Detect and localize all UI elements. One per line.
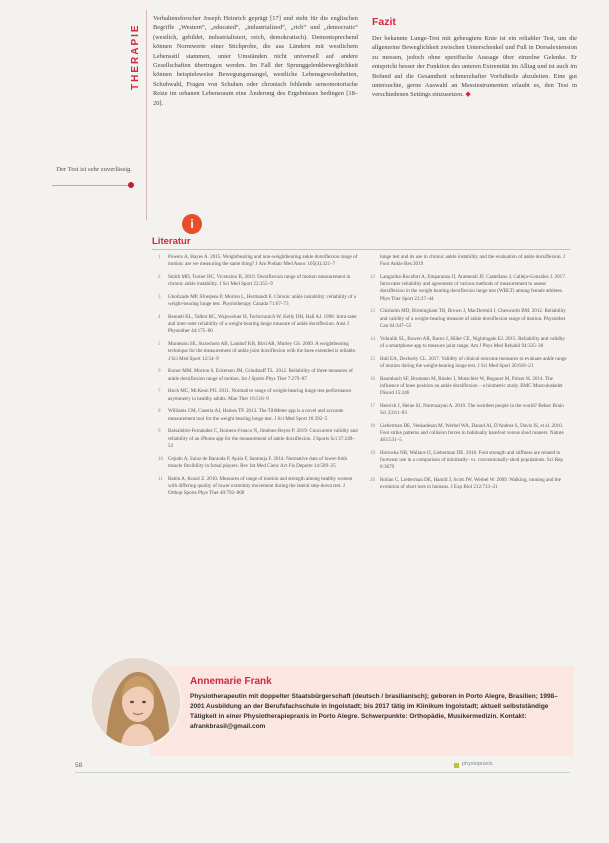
fazit-title: Fazit xyxy=(372,16,396,28)
page-number: 58 xyxy=(75,762,83,769)
reference-number: 12 xyxy=(370,274,376,280)
reference-item xyxy=(370,477,570,491)
reference-item xyxy=(370,336,570,350)
author-portrait-icon xyxy=(92,658,182,748)
journal-logo-icon xyxy=(454,763,459,768)
reference-item xyxy=(158,388,358,402)
reference-text: Vohralik SL, Bowen AR, Burns J, Hiller CE, Nightingale EJ. 2015. Reliability and validity of a smartphone app to measure joint range. Am J Phys Med Rehabil 94:325–30 xyxy=(380,335,566,349)
reference-text: Williams CM, Caserta AJ, Haines TP. 2013. The TiltMeter app is a novel and accurate measurement tool for the weight bearing lunge test. J Sci Med Sport 16:392–5 xyxy=(168,408,344,422)
reference-text: Bennell KL, Talbot RC, Wajswelner H, Techovanich W, Kelly DH, Hall AJ. 1998. Intra-rater and inter-rater reliability of a weight-bearing lunge measure of ankle dorsiflexion. Aust J Physiother 44:175–80 xyxy=(168,314,358,335)
reference-item xyxy=(370,274,570,303)
reference-number: 8 xyxy=(158,408,161,415)
reference-number: 15 xyxy=(370,355,376,362)
reference-item xyxy=(158,368,358,382)
reference-item xyxy=(370,423,570,445)
reference-item xyxy=(158,476,358,498)
reference-number: 10 xyxy=(158,455,164,462)
reference-text: Powers A, Hayes A. 2015. Weightbearing and non-weightbearing ankle dorsiflexion range of motion: are we measuring the same thing? J Am Podiatr Med Assoc 105(4):321–7 xyxy=(168,254,358,268)
reference-item xyxy=(158,254,358,268)
reference-item xyxy=(158,274,358,288)
reference-item xyxy=(158,294,358,308)
fazit-body: Der bekannte Lunge-Test mit gebeugtem Knie ist ein reliabler Test, um die allgemeine Beweglichkeit zwischen Unterschenkel und Fuß in Dorsalextension zu messen, jedoch ohne spezifische Aussage über einzelne Gelenke. Er entspricht besser der Funktion des unteren Extremität im Alltag und ist auch im Befund auf die Gesamtheit schmerzhafter Vorfußteile abzuleiten. Eine gut untersuchte, gerne Auswahl an Messinstrumenten erlaubt es, den Test in verschiedenen Settings einzusetzen. xyxy=(372,35,577,99)
reference-item xyxy=(158,456,358,470)
reference-number: 19 xyxy=(370,450,376,457)
margin-marker-dot xyxy=(128,182,134,188)
reference-text: Cejudo A, Sainz de Baranda P, Ayala F, Santonja F. 2014. Normative data of lower-limb muscle flexibility in futsal players. Rev Int Med Cienc Act Fis Deporte 14:509–25 xyxy=(168,455,347,469)
margin-note-rule xyxy=(52,185,132,186)
reference-number: 3 xyxy=(158,294,161,300)
reference-number: 18 xyxy=(370,422,376,429)
reference-number: 9 xyxy=(158,428,161,435)
reference-text: Gholizade MP, Sfoetjens P, Morren L, Hermandt E. Chronic ankle instability: reliability of a weight-bearing lunge test. Physiotherapy Canada 71:67–73 xyxy=(168,294,357,308)
journal-name: physiopraxis xyxy=(462,761,493,767)
reference-number: 17 xyxy=(370,402,376,409)
reference-item xyxy=(370,450,570,472)
reference-text: Rabin A, Kozol Z. 2010. Measures of range of motion and strength among healthy women with differing quality of lower extremity movement during the lateral step-down test. J Orthop Sports Phys Ther 40:792–800 xyxy=(168,475,353,497)
author-photo xyxy=(90,656,182,748)
reference-text: Smith MD, Turner HC, Vicenzino B, 2019. Dorsiflexion range of motion measurement in chronic ankle instability. J Sci Med Sport 22:355–9 xyxy=(168,274,351,288)
reference-number: 2 xyxy=(158,274,161,280)
margin-note: Der Test ist sehr zuverlässig. xyxy=(56,166,132,173)
author-bio: Physiotherapeutin mit doppelter Staatsbürgerschaft (deutsch / brasilianisch); geboren in Porto Alegre, Brasilien; 1998–2001 Ausbildung an der Berufsfachschule in Ingolstadt; bis 2017 tätig im Klinikum Ingolstadt; aktuell selbstständige Tätigkeit in einer Physiotherapiepraxis in Porto Alegre. Schwerpunkte: Orthopädie, Musikermedizin. Kontakt: afrankbrasil@gmail.com xyxy=(190,693,558,730)
reference-continuation: lunge test and its use in chronic ankle instability and the evaluation of ankle dorsiflexion. J Foot Ankle Res 2019 xyxy=(380,254,566,268)
reference-item xyxy=(158,314,358,336)
literature-left-column xyxy=(158,254,358,503)
reference-number: 16 xyxy=(370,375,376,382)
reference-item xyxy=(158,408,358,422)
reference-text: Munteanu SE, Strawhorn AB, Landorf KB, Bird AR, Murley GS. 2009. A weightbearing technique for the measurement of ankle joint dorsiflexion with the knee extended is reliable. J Sci Med Sport 12:54–9 xyxy=(168,341,357,362)
section-tag: THERAPIE xyxy=(130,23,141,91)
reference-text: Lieberman DE, Venkadesan M, Werbel WA, Daoud AI, D'Andrea S, Davis IS, et al. 2010. Foot strike patterns and collision forces in habitually barefoot versus shod runners. Nature 463:531–5 xyxy=(380,422,564,444)
end-mark-icon: ◆ xyxy=(465,90,471,99)
author-name: Annemarie Frank xyxy=(190,676,272,687)
reference-text: Baumbach SF, Brumann M, Binder J, Mutschler W, Regauer M, Polzer H. 2014. The influence of knee position on ankle dorsiflexion – a biometric study. BMC Musculoskelet Disord 15:246 xyxy=(380,375,563,397)
reference-text: Henrich J, Heine SJ, Norenzayan A. 2010. The weirdest people in the world? Behav Brain Sci 33:61–83 xyxy=(380,402,564,417)
reference-number: 11 xyxy=(158,475,163,482)
reference-text: Konor MM, Morton S, Eckerson JM, Grindstaff TL. 2012. Reliability of three measures of ankle dorsiflexion range of motion. Int J Sports Phys Ther 7:279–87 xyxy=(168,368,353,382)
fazit-box xyxy=(372,16,577,100)
reference-text: Hoch MC, McKeon PO. 2011. Normative range of weight-bearing lunge test performance asymmetry in healthy adults. Man Ther 16:516–9 xyxy=(168,388,352,402)
reference-text: Chisholm MD, Birmingham TB, Brown J, MacDermid J, Chesworth BM. 2012. Reliability and validity of a weight-bearing measure of ankle dorsiflexion range of motion. Physiother Can 64:347–55 xyxy=(380,308,566,329)
reference-item xyxy=(370,403,570,417)
reference-text: Holowka NB, Wallace IJ, Lieberman DE. 2018. Foot strength and stiffness are related to footwear use in a comparison of minimally- vs. conventionally-shod populations. Sci Rep 8:3679 xyxy=(380,450,563,471)
info-icon: i xyxy=(182,214,202,234)
reference-number: 13 xyxy=(370,308,376,315)
fazit-text xyxy=(372,34,577,100)
literature-divider xyxy=(152,249,570,250)
reference-number: 4 xyxy=(158,314,161,320)
reference-number: 1 xyxy=(158,254,161,260)
reference-item xyxy=(370,376,570,398)
reference-number: 14 xyxy=(370,335,376,342)
reference-text: Balsalobre-Fernández C, Romero-Franco N, Jiménez-Reyes P. 2019. Concurrent validity and reliability of an iPhone app for the measurement of ankle dorsiflexion. J Sports Sci 37:249–53 xyxy=(168,428,358,449)
reference-item xyxy=(370,356,570,370)
reference-number: 7 xyxy=(158,388,161,395)
literature-right-column xyxy=(370,254,570,497)
reference-number: 5 xyxy=(158,341,161,348)
reference-text: Rolian C, Lieberman DE, Hamill J, Scott JW, Werbel W. 2009. Walking, running and the evolution of short toes in humans. J Exp Biol 212:713–21 xyxy=(380,477,561,491)
reference-text: Langarika-Rocafort A, Emparanza JI, Aramendi JF, Castellano J, Calleja-González J. 2017. Intra-rater reliability and agreement of various methods of measurement to assess dorsiflexion in the weight bearing dorsiflexion lunge test (WBLT) among female athletes. Phys Ther Sport 23:37–44 xyxy=(380,274,567,302)
literature-title: Literatur xyxy=(152,236,191,247)
body-text: Verhaltensforscher Joseph Heinrich geprägt [17] und steht für die englischen Begriffe „Western“, „educated“, „industrialized“, „rich“ und „democratic“ (westlich, gebildet, industrialisiert, reich, demokratisch). Dementsprechend können Normwerte einer Stichprobe, die aus Ländern mit westlichem Lebensstil stammen, unter Umständen nicht universell auf andere Gesellschaften übertragen werden. Im Fall der Sprunggelenkbeweglichkeit können beispielsweise Bewegungsmangel, westliche Lebensgewohnheiten, Schuhwahl, Fragen von Schuhen oder chronisch fehlende sensomotorische Reize im urbanen Lebensraum eine Änderung des Ergebnisses bedingen [18–20]. xyxy=(153,15,358,107)
reference-item xyxy=(158,341,358,363)
footer-divider xyxy=(75,772,570,773)
reference-number: 6 xyxy=(158,368,161,375)
reference-number: 20 xyxy=(370,477,376,484)
reference-item xyxy=(370,308,570,330)
section-divider xyxy=(146,10,147,220)
reference-item xyxy=(158,428,358,450)
reference-text: Hall EA, Docherty CL. 2017. Validity of clinical outcome measures to evaluate ankle range of motion during the weight-bearing lunge test. J Sci Med Sport 20:618–21 xyxy=(380,355,567,369)
